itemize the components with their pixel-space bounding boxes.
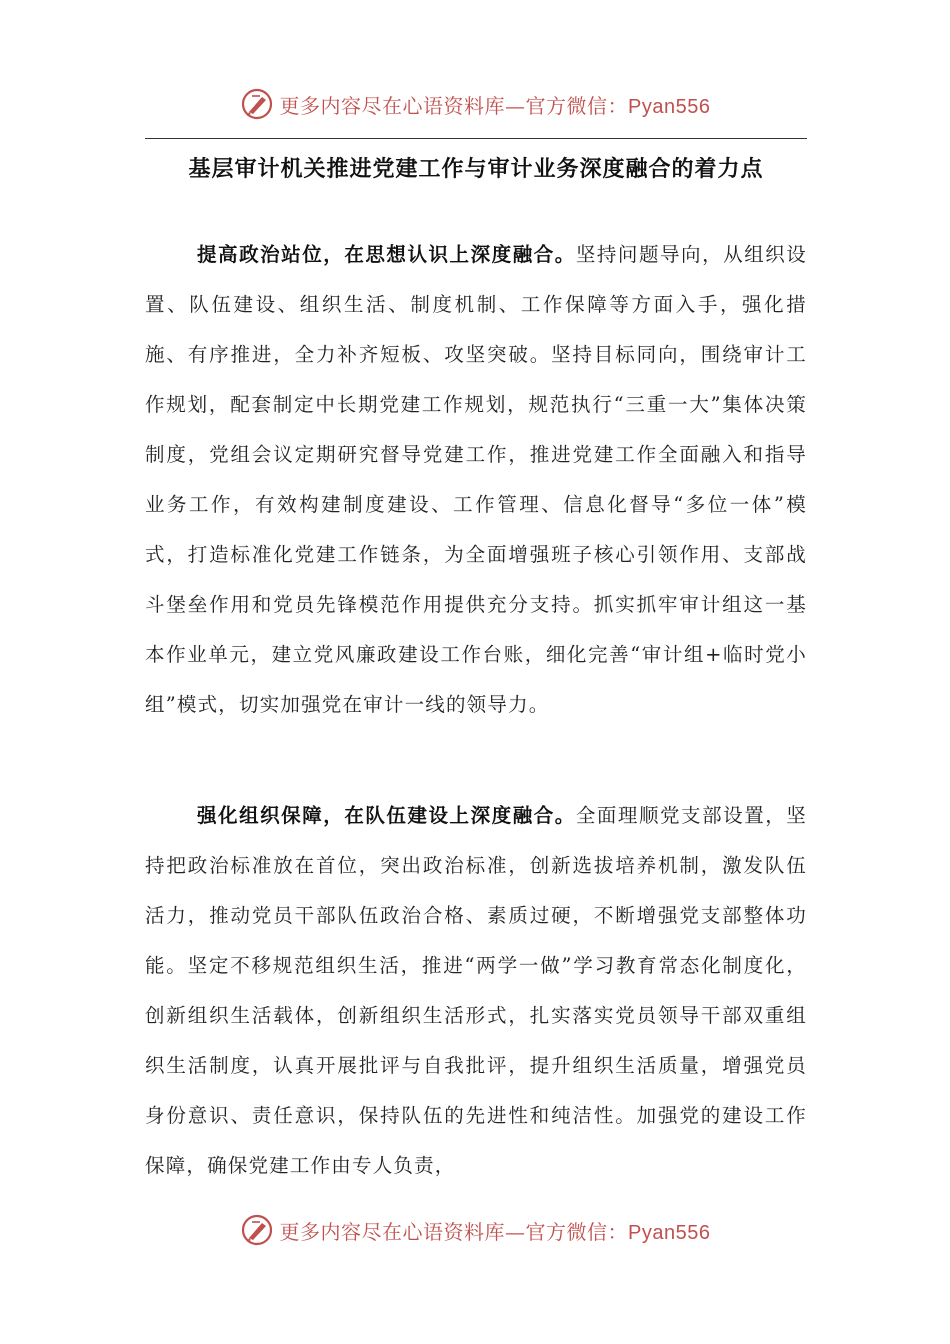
document-title: 基层审计机关推进党建工作与审计业务深度融合的着力点: [188, 156, 764, 182]
header-banner: [0, 84, 950, 124]
paragraph-2-lead: 强化组织保障，在队伍建设上深度融合。: [197, 803, 576, 827]
footer-banner: [0, 1210, 950, 1250]
header-banner-label: 更多内容尽在心语资料库—官方微信：: [279, 93, 629, 118]
paragraph-1-body: 坚持问题导向，从组织设置、队伍建设、组织生活、制度机制、工作保障等方面入手，强化措施、有序推进，全力补齐短板、攻坚突破。坚持目标同向，围绕审计工作规划，配套制定中长期党建工作规划，规范执行“三重一大”集体决策制度，党组会议定期研究督导党建工作，推进党建工作全面融入和指导业务工作，有效构建制度建设、工作管理、信息化督导“多位一体”模式，打造标准化党建工作链条，为全面增强班子核心引领作用、支部战斗堡垒作用和党员先锋模范作用提供充分支持。抓实抓牢审计组这一基本作业单元，建立党风廉政建设工作台账，细化完善“审计组+临时党小组”模式，切实加强党在审计一线的领导力。: [145, 242, 807, 716]
footer-wechat-id: Pyan556: [628, 1221, 711, 1244]
pen-nib-logo-icon: [240, 87, 274, 121]
footer-banner-label: 更多内容尽在心语资料库—官方微信：: [279, 1219, 629, 1244]
paragraph-2: [145, 791, 807, 1191]
header-divider: [145, 138, 807, 139]
header-wechat-id: Pyan556: [628, 95, 711, 118]
paragraph-1: [145, 230, 807, 730]
paragraph-2-body: 全面理顺党支部设置，坚持把政治标准放在首位，突出政治标准，创新选拔培养机制，激发队伍活力，推动党员干部队伍政治合格、素质过硬，不断增强党支部整体功能。坚定不移规范组织生活，推进“两学一做”学习教育常态化制度化，创新组织生活载体，创新组织生活形式，扎实落实党员领导干部双重组织生活制度，认真开展批评与自我批评，提升组织生活质量，增强党员身份意识、责任意识，保持队伍的先进性和纯洁性。加强党的建设工作保障，确保党建工作由专人负责，: [145, 803, 807, 1177]
pen-nib-logo-icon: [240, 1213, 274, 1247]
header-banner-text: [280, 90, 711, 119]
paragraph-1-lead: 提高政治站位，在思想认识上深度融合。: [197, 242, 576, 266]
footer-banner-text: [280, 1216, 711, 1245]
